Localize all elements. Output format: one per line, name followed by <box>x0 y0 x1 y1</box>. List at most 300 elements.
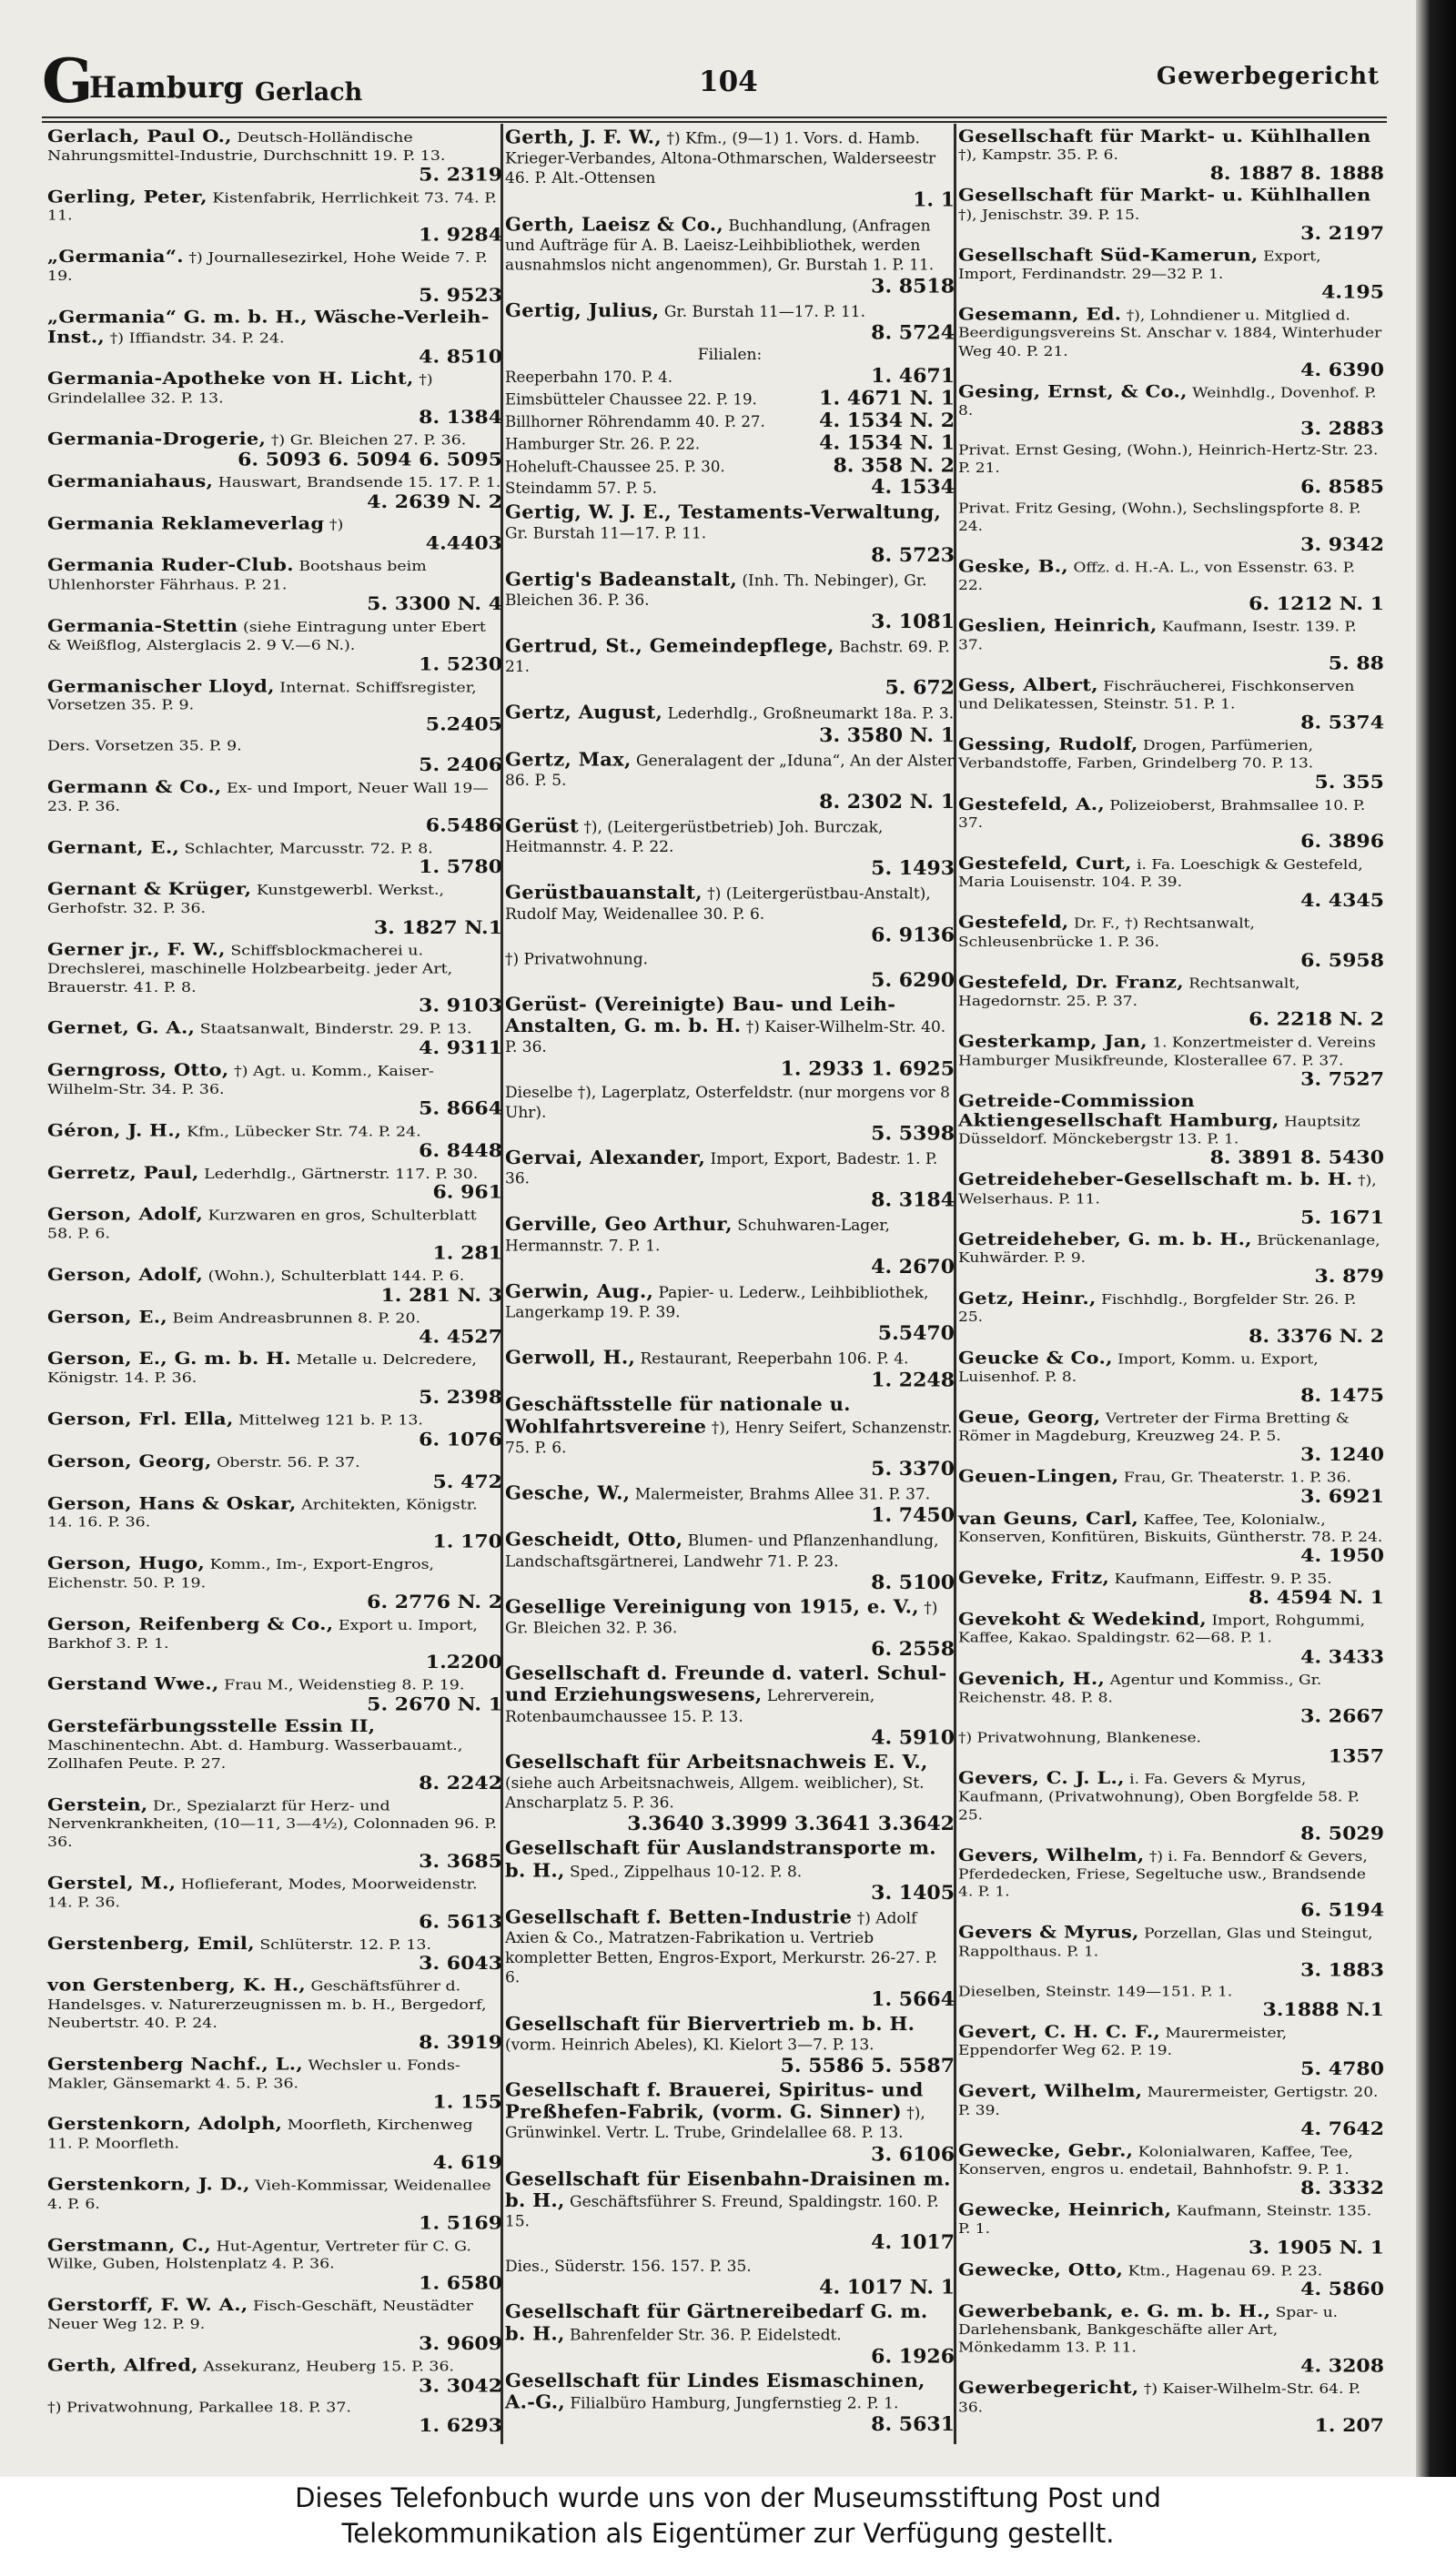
listing-detail: †) Kfm., (9—1) 1. Vors. d. Hamb. Krieger-Verbandes, Altona-Othmarschen, Walderseestr 46. P. Alt.-Ottensen <box>505 129 936 188</box>
listing-detail: Privat. Fritz Gesing, (Wohn.), Sechslingspforte 8. P. 24. <box>958 500 1361 535</box>
phone-number: 3.1888 N.1 <box>1262 1999 1384 2021</box>
listing-detail: Buchhandlung, (Anfragen und Aufträge für A. B. Laeisz-Leihbibliothek, werden ausnahmslos nicht angenommen), Gr. Burstah 1. P. 11. <box>505 217 935 275</box>
phone-number: 3.3640 3.3999 3.3641 3.3642 <box>627 1812 955 1836</box>
listing-entry <box>958 1569 1384 1607</box>
phone-number: 5. 355 <box>1314 772 1384 793</box>
listing-detail: Spar- u. Darlehensbank, Bankgeschäfte aller Art, Mönkedamm 13. P. 11. <box>958 2304 1339 2357</box>
listing-entry <box>505 300 955 499</box>
listing-entry <box>958 1349 1384 1405</box>
phone-number: 1. 1 <box>913 187 955 212</box>
listing-detail: †) Adolf Axien & Co., Matratzen-Fabrikation u. Vertrieb kompletter Betten, Engros-Export, Merkurstr. 26-27. P. 6. <box>505 1909 938 1987</box>
phone-number: 4. 3208 <box>1300 2356 1384 2378</box>
phone-number: 4. 9311 <box>419 1037 502 1059</box>
listing-name: Gevenich, H., <box>958 1668 1106 1689</box>
listing-entry <box>505 502 955 565</box>
listing-entry <box>505 1348 955 1390</box>
listing-name: van Geuns, Carl, <box>958 1507 1139 1528</box>
listing-entry <box>958 2302 1384 2376</box>
listing-entry <box>958 1729 1384 1766</box>
phone-number: 6.5486 <box>425 814 502 836</box>
listing-detail: Bachstr. 69. P. 21. <box>505 638 950 677</box>
listing-detail: Hoflieferant, Modes, Moorweidenstr. 14. P. 36. <box>47 1876 478 1911</box>
listing-name: Gewerbegericht, <box>958 2377 1139 2398</box>
branch-address: Eimsbütteler Chaussee 22. P. 19. <box>505 390 757 409</box>
listing-entry <box>505 1752 955 1834</box>
page-edge <box>1416 0 1456 2477</box>
listing-entry <box>958 1846 1384 1920</box>
listing-detail: Komm., Im-, Export-Engros, Eichenstr. 50. P. 19. <box>47 1557 435 1592</box>
phone-number: 1. 281 N. 3 <box>380 1284 502 1306</box>
phone-number: 6. 2218 N. 2 <box>1249 1009 1384 1031</box>
phone-number: 3. 3685 <box>419 1851 502 1873</box>
phone-number: 5. 472 <box>432 1471 502 1492</box>
branch-phone: 4. 1534 N. 1 <box>819 430 955 455</box>
phone-number: 8. 2302 N. 1 <box>819 790 955 814</box>
listing-detail: Dieselben, Steinstr. 149—151. P. 1. <box>958 1983 1233 2000</box>
listing-detail: Hauptsitz Düsseldorf. Mönckebergstr 13. P. 1. <box>958 1114 1360 1148</box>
listing-entry <box>505 1392 955 1481</box>
listing-name: Gevers, C. J. L., <box>958 1767 1125 1788</box>
phone-number: 8. 5100 <box>871 1571 955 1594</box>
listing-entry <box>505 1083 955 1144</box>
listing-detail: (siehe Eintragung unter Ebert & Weißflog, Alsterglacis 2. 9 V.—6 N.). <box>47 619 486 654</box>
phone-number: 4. 3433 <box>1300 1646 1384 1668</box>
listing-entry <box>47 1452 502 1491</box>
listing-name: Gestefeld, Dr. Franz, <box>958 971 1184 992</box>
phone-number: 3. 1240 <box>1300 1444 1384 1466</box>
listing-detail: Dieselbe †), Lagerplatz, Osterfeldstr. (nur morgens vor 8 Uhr). <box>505 1083 950 1122</box>
listing-entry <box>47 778 502 835</box>
listing-detail: (Inh. Th. Nebinger), Gr. Bleichen 36. P. 36. <box>505 571 927 610</box>
listing-detail: Rechtsanwalt, Hagedornstr. 25. P. 37. <box>958 975 1300 1010</box>
listing-detail: Architekten, Königstr. 14. 16. P. 36. <box>47 1497 478 1531</box>
listing-entry <box>958 500 1384 554</box>
header-range-start: Gerlach <box>255 78 363 106</box>
phone-number: 6. 8448 <box>419 1140 502 1161</box>
listing-detail: Metalle u. Delcredere, Königstr. 14. P. 36. <box>47 1352 477 1387</box>
header-city: Hamburg <box>89 70 244 105</box>
phone-number: 3. 3042 <box>419 2375 502 2397</box>
phone-number: 1. 7450 <box>871 1503 955 1528</box>
listing-entry <box>47 514 502 553</box>
listing-detail: †) Kaiser-Wilhelm-Str. 64. P. 36. <box>958 2381 1361 2416</box>
phone-number: 6. 2558 <box>871 1637 955 1661</box>
phone-number: 5. 8664 <box>419 1097 502 1119</box>
listing-name: Gerville, Geo Arthur, <box>505 1212 733 1236</box>
listing-name: Gerüst <box>505 814 579 837</box>
phone-number: 3. 1905 N. 1 <box>1249 2237 1384 2259</box>
listing-entry <box>505 2370 955 2435</box>
phone-number: 8. 3184 <box>871 1188 955 1212</box>
listing-entry <box>47 472 502 511</box>
listing-detail: Schuhwaren-Lager, Hermannstr. 7. P. 1. <box>505 1217 890 1256</box>
branch-row <box>505 386 955 410</box>
listing-detail: †), (Leitergerüstbetrieb) Joh. Burczak, Heitmannstr. 4. P. 22. <box>505 818 884 857</box>
listing-entry <box>47 838 502 877</box>
listing-name: Gewecke, Heinrich, <box>958 2199 1172 2220</box>
page-header <box>42 47 1389 120</box>
listing-detail: Fisch-Geschäft, Neustädter Neuer Weg 12. P. 9. <box>47 2299 473 2333</box>
listing-entry <box>958 2023 1384 2079</box>
listing-detail: Deutsch-Holländische Nahrungsmittel-Industrie, Durchschnitt 19. P. 13. <box>47 129 446 165</box>
listing-name: Gerson, E., G. m. b. H. <box>47 1348 292 1369</box>
listing-name: Getreideheber, G. m. b. H., <box>958 1228 1252 1249</box>
listing-name: Gevert, Wilhelm, <box>958 2080 1143 2101</box>
listing-entry <box>505 1212 955 1279</box>
phone-number: 3. 6106 <box>871 2142 955 2167</box>
column-1 <box>47 127 502 2439</box>
listing-name: Gesing, Ernst, & Co., <box>958 380 1188 401</box>
listing-name: Gess, Albert, <box>958 674 1098 695</box>
footer-notice <box>0 2477 1456 2557</box>
listing-entry <box>958 1769 1384 1843</box>
listing-name: Gernant, E., <box>47 836 180 857</box>
listing-detail: Bootshaus beim Uhlenhorster Fährhaus. P. 21. <box>47 559 427 593</box>
section-letter: G <box>42 45 94 116</box>
listing-entry <box>958 442 1384 497</box>
branch-phone: 1. 4671 N. 1 <box>819 386 955 410</box>
listing-name: Gerson, E., <box>47 1306 168 1327</box>
listing-entry <box>958 914 1384 970</box>
branches-label: Filialen: <box>697 346 763 365</box>
branch-row <box>505 364 955 389</box>
phone-number: 1. 5780 <box>419 857 502 878</box>
listing-entry <box>47 1935 502 1974</box>
listing-name: Gesellschaft f. Brauerei, Spiritus- und Preßhefen-Fabrik, (vorm. G. Sinner) <box>505 2077 924 2123</box>
phone-number: 8. 5374 <box>1300 713 1384 733</box>
listing-name: Gerson, Adolf, <box>47 1264 204 1285</box>
listing-detail: Internat. Schiffsregister, Vorsetzen 35. P. 9. <box>47 679 477 714</box>
listing-entry <box>47 2354 502 2397</box>
listing-name: Gesellschaft für Markt- u. Kühlhallen <box>958 185 1371 206</box>
listing-entry <box>505 992 955 1081</box>
phone-number: 1. 6580 <box>419 2273 502 2294</box>
phone-number: 5. 4780 <box>1300 2058 1384 2080</box>
listing-entry <box>958 306 1384 379</box>
phone-number: 8. 5631 <box>871 2412 955 2437</box>
listing-name: Geuen-Lingen, <box>958 1466 1119 1487</box>
branch-phone: 4. 1534 N. 2 <box>819 409 955 433</box>
listing-name: Gertig, Julius, <box>505 298 660 322</box>
listing-entry <box>47 880 502 937</box>
listing-entry <box>47 617 502 674</box>
listing-detail: Kfm., Lübecker Str. 74. P. 24. <box>187 1123 421 1140</box>
listing-name: Gescheidt, Otto, <box>505 1528 683 1551</box>
phone-number: 4. 4345 <box>1300 890 1384 912</box>
branch-address: Steindamm 57. P. 5. <box>505 480 657 498</box>
branch-phone: 8. 358 N. 2 <box>833 453 955 477</box>
listing-name: Géron, J. H., <box>47 1119 182 1140</box>
listing-name: „Germania“. <box>47 246 184 267</box>
listing-detail: Export, Import, Ferdinandstr. 29—32 P. 1. <box>958 248 1321 283</box>
listing-name: Gerstenkorn, J. D., <box>47 2174 250 2195</box>
listing-entry <box>958 380 1384 440</box>
listing-entry <box>47 2399 502 2436</box>
phone-number: 3. 1827 N.1 <box>373 917 502 939</box>
phone-number: 6. 1926 <box>871 2344 955 2369</box>
listing-entry <box>958 1033 1384 1089</box>
listing-detail: Staatsanwalt, Binderstr. 29. P. 13. <box>199 1021 472 1038</box>
listing-name: Gestefeld, Curt, <box>958 853 1132 874</box>
phone-number: 1. 5230 <box>419 653 502 675</box>
listing-entry <box>47 1350 502 1408</box>
listing-detail: †) Agt. u. Komm., Kaiser-Wilhelm-Str. 34. P. 36. <box>47 1063 434 1098</box>
listing-entry <box>47 2055 502 2112</box>
phone-number: 5. 88 <box>1328 652 1384 674</box>
listing-entry <box>958 1670 1384 1726</box>
listing-name: Gernant & Krüger, <box>47 878 252 899</box>
listing-name: Gesellschaft für Biervertrieb m. b. H. <box>505 2011 915 2035</box>
listing-entry <box>47 1161 502 1204</box>
listing-detail: Wechsler u. Fonds-Makler, Gänsemarkt 4. 5. P. 36. <box>47 2057 460 2092</box>
phone-number: 5. 2406 <box>419 754 502 776</box>
listing-detail: †) Gr. Bleichen 27. P. 36. <box>270 432 467 450</box>
listing-name: Gerüstbauanstalt, <box>505 881 703 904</box>
phone-number: 4. 4527 <box>419 1327 502 1349</box>
listing-detail: †) Privatwohnung. <box>505 950 648 969</box>
listing-detail: Schlüterstr. 12. P. 13. <box>259 1936 432 1954</box>
column-3 <box>958 127 1384 2439</box>
phone-number: 8. 3891 8. 5430 <box>1209 1147 1384 1169</box>
listing-name: Gerngross, Otto, <box>47 1059 229 1080</box>
listing-name: Gesellschaft d. Freunde d. vaterl. Schul- und Erziehungswesens, <box>505 1661 947 1706</box>
phone-number: 4. 5910 <box>871 1725 955 1750</box>
listing-name: Gesellige Vereinigung von 1915, e. V., <box>505 1594 919 1618</box>
listing-name: Gesellschaft für Lindes Eismaschinen, A.-G., <box>505 2369 925 2413</box>
listing-name: Gernet, G. A., <box>47 1017 196 1038</box>
listing-detail: Import, Export, Badestr. 1. P. 36. <box>505 1150 938 1188</box>
listing-name: Gerson, Reifenberg & Co., <box>47 1613 334 1634</box>
listing-name: Gerstorff, F. W. A., <box>47 2294 248 2315</box>
header-range-end: Gewerbegericht <box>1156 63 1380 90</box>
listing-name: Gerstein, <box>47 1794 148 1814</box>
listing-detail: 1. Konzertmeister d. Vereins Hamburger Musikfreunde, Klosterallee 67. P. 37. <box>958 1035 1376 1069</box>
listing-detail: Frau M., Weidenstieg 8. P. 19. <box>224 1677 465 1694</box>
listing-entry <box>47 1615 502 1673</box>
phone-number: 1. 170 <box>432 1531 502 1553</box>
listing-name: Getz, Heinr., <box>958 1288 1097 1309</box>
listing-name: Geue, Georg, <box>958 1406 1101 1427</box>
branch-address: Hoheluft-Chaussee 25. P. 30. <box>505 458 725 475</box>
listing-detail: Filialbüro Hamburg, Jungfernstieg 2. P. 1. <box>570 2394 899 2413</box>
listing-entry <box>505 2257 955 2299</box>
listing-entry <box>958 795 1384 852</box>
listing-entry <box>505 749 955 812</box>
listing-entry <box>958 1507 1384 1567</box>
phone-number: 5. 2670 N. 1 <box>367 1693 502 1715</box>
listing-entry <box>47 1494 502 1551</box>
listing-entry <box>47 187 502 245</box>
listing-detail: †), Grünwinkel. Vertr. L. Trube, Grindelallee 68. P. 13. <box>505 2104 925 2143</box>
phone-number: 6. 5194 <box>1300 1900 1384 1922</box>
listing-name: Gerstenberg, Emil, <box>47 1933 255 1954</box>
listing-name: Geschäftsstelle für nationale u. Wohlfahrtsvereine <box>505 1392 851 1438</box>
listing-name: Getreideheber-Gesellschaft m. b. H. <box>958 1168 1353 1189</box>
header-rule <box>42 116 1387 118</box>
phone-number: 4. 6390 <box>1300 359 1384 380</box>
listing-entry <box>47 2176 502 2233</box>
listing-detail: †) Grindelallee 32. P. 13. <box>47 372 433 407</box>
listing-name: Gesellschaft für Auslandstransporte m. b. H., <box>505 1836 936 1881</box>
listing-entry <box>47 1796 502 1872</box>
listing-name: Gerling, Peter, <box>47 186 207 207</box>
listing-detail: Mittelweg 121 b. P. 13. <box>238 1412 423 1430</box>
listing-entry <box>958 2377 1384 2437</box>
listing-detail: Geschäftsführer d. Handelsges. v. Naturerzeugnissen m. b. H., Bergedorf, Neubertstr. 40. P. 24. <box>47 1978 487 2032</box>
listing-name: Gertig, W. J. E., Testaments-Verwaltung, <box>505 500 942 523</box>
listing-entry <box>505 1838 955 1903</box>
listing-detail: Geschäftsführer S. Freund, Spaldingstr. 160. P. 15. <box>505 2192 939 2231</box>
phone-number: 1. 2248 <box>871 1369 955 1392</box>
branch-row <box>505 475 955 500</box>
phone-number: 4. 1017 N. 1 <box>819 2276 955 2299</box>
listing-detail: Kaufmann, Isestr. 139. P. 37. <box>958 619 1357 653</box>
branch-row <box>505 453 955 477</box>
listing-detail: Assekuranz, Heuberg 15. P. 36. <box>203 2359 455 2375</box>
listing-name: Gesellschaft für Gärtnereibedarf G. m. b. H., <box>505 2299 928 2345</box>
listing-detail: Sped., Zippelhaus 10-12. P. 8. <box>569 1863 803 1881</box>
listing-name: Gevekoht & Wedekind, <box>958 1609 1208 1629</box>
listing-entry <box>958 1924 1384 1980</box>
phone-number: 5. 5586 5. 5587 <box>780 2054 955 2077</box>
listing-detail: (Wohn.), Schulterblatt 144. P. 6. <box>207 1268 465 1285</box>
phone-number: 5. 3370 <box>871 1457 955 1481</box>
listing-detail: Privat. Ernst Gesing, (Wohn.), Heinrich-Hertz-Str. 23. P. 21. <box>958 442 1379 477</box>
phone-number: 5. 672 <box>885 676 955 701</box>
listing-detail: †) Privatwohnung, Parkallee 18. P. 37. <box>47 2399 351 2416</box>
listing-entry <box>47 1019 502 1058</box>
phone-number: 5.2405 <box>425 714 502 735</box>
listing-name: Gewerbebank, e. G. m. b. H., <box>958 2300 1271 2321</box>
phone-number: 6. 2776 N. 2 <box>367 1592 502 1613</box>
phone-number: 3. 3580 N. 1 <box>819 723 955 747</box>
phone-number: 8. 5029 <box>1300 1823 1384 1844</box>
phone-number: 1357 <box>1328 1745 1384 1767</box>
listing-name: Gerwoll, H., <box>505 1346 636 1369</box>
listing-name: Gervai, Alexander, <box>505 1146 706 1168</box>
listing-entry <box>958 1406 1384 1466</box>
listing-name: Gerth, J. F. W., <box>505 126 662 148</box>
phone-number: 8. 5724 <box>871 321 955 345</box>
listing-name: Gerstand Wwe., <box>47 1673 219 1694</box>
footer-line-1: Dieses Telefonbuch wurde uns von der Museumsstiftung Post und <box>295 2482 1161 2513</box>
listing-detail: Kaufmann, Eiffestr. 9. P. 35. <box>1114 1571 1332 1588</box>
listing-entry <box>47 1976 502 2052</box>
listing-detail: Agentur und Kommiss., Gr. Reichenstr. 48. P. 8. <box>958 1672 1322 1706</box>
listing-name: Gesellschaft für Markt- u. Kühlhallen <box>958 126 1371 147</box>
listing-entry <box>47 677 502 734</box>
listing-name: Gertrud, St., Gemeindepflege, <box>505 633 834 657</box>
phone-number: 8. 3332 <box>1300 2178 1384 2199</box>
phone-number: 3. 1883 <box>1300 1959 1384 1981</box>
listing-entry <box>505 633 955 701</box>
branch-address: Billhorner Röhrendamm 40. P. 27. <box>505 413 765 431</box>
listing-name: Gerson, Frl. Ella, <box>47 1409 234 1430</box>
listing-detail: Lederhdlg., Großneumarkt 18a. P. 3. <box>667 704 955 723</box>
listing-entry <box>958 2082 1384 2138</box>
listing-name: Gessing, Rudolf, <box>958 733 1138 754</box>
listing-entry <box>958 558 1384 614</box>
listing-entry <box>505 1530 955 1592</box>
phone-number: 6. 1076 <box>419 1429 502 1450</box>
branch-address: Reeperbahn 170. P. 4. <box>505 369 673 387</box>
phone-number: 1. 281 <box>432 1242 502 1264</box>
listing-detail: †), Jenischstr. 39. P. 15. <box>958 207 1140 223</box>
listing-entry <box>958 971 1384 1031</box>
listing-name: von Gerstenberg, K. H., <box>47 1975 306 1996</box>
listing-name: Germaniahaus, <box>47 470 214 491</box>
phone-number: 5.5470 <box>877 1321 955 1346</box>
page-number: 104 <box>699 66 758 98</box>
listing-detail: Vieh-Kommissar, Weidenallee 4. P. 6. <box>47 2178 491 2213</box>
phone-number: 5. 5398 <box>871 1121 955 1146</box>
listing-detail: †), Henry Seifert, Schanzenstr. 75. P. 6. <box>505 1419 953 1458</box>
phone-number: 6. 3896 <box>1300 831 1384 853</box>
listing-entry <box>505 949 955 991</box>
phone-number: 1. 155 <box>432 2092 502 2114</box>
listing-name: „Germania“ G. m. b. H., Wäsche-Verleih-Inst., <box>47 306 490 347</box>
listing-detail: Maurermeister, Eppendorfer Weg 62. P. 19. <box>958 2025 1288 2059</box>
listing-entry <box>47 554 502 615</box>
listing-detail: Dr., Spezialarzt für Herz- und Nervenkrankheiten, (10—11, 3—4½), Colonnaden 96. P. 36. <box>47 1798 498 1851</box>
footer-line-2: Telekommunikation als Eigentümer zur Verfügung gestellt. <box>341 2518 1115 2549</box>
listing-name: Gertig's Badeanstalt, <box>505 567 737 591</box>
phone-number: 5. 3300 N. 4 <box>367 593 502 615</box>
phone-number: 3. 2667 <box>1300 1705 1384 1727</box>
listing-entry <box>958 854 1384 911</box>
listing-name: Gerüst- (Vereinigte) Bau- und Leih-Anstalten, G. m. b. H. <box>505 992 896 1037</box>
listing-name: Gestefeld, A., <box>958 793 1105 814</box>
listing-detail: Schiffsblockmacherei u. Drechslerei, maschinelle Holzbearbeitg. jeder Art, Brauerstr. 41. P. 8. <box>47 943 453 996</box>
listing-detail: Ktm., Hagenau 69. P. 23. <box>1127 2262 1323 2279</box>
phone-number: 8. 4594 N. 1 <box>1249 1587 1384 1609</box>
listing-entry <box>505 1147 955 1210</box>
listing-entry <box>958 244 1384 304</box>
phone-number: 3. 7527 <box>1300 1068 1384 1090</box>
phone-number: 8. 1475 <box>1300 1385 1384 1407</box>
listing-name: Geucke & Co., <box>958 1347 1113 1368</box>
listing-name: Gertz, August, <box>505 701 663 723</box>
listing-detail: Malermeister, Brahms Allee 31. P. 37. <box>634 1485 931 1504</box>
listing-detail: Drogen, Parfümerien, Verbandstoffe, Farben, Grindelberg 70. P. 13. <box>958 738 1314 773</box>
phone-number: 5. 6290 <box>871 968 955 992</box>
listing-name: Germania-Drogerie, <box>47 429 267 450</box>
phone-number: 3. 9103 <box>419 996 502 1017</box>
listing-detail: Kistenfabrik, Herrlichkeit 73. 74. P. 11. <box>47 189 497 225</box>
phone-number: 4.195 <box>1321 282 1384 304</box>
listing-entry <box>958 733 1384 793</box>
phone-number: 5. 2319 <box>419 164 502 186</box>
phone-number: 5. 2398 <box>419 1387 502 1409</box>
listing-entry <box>47 430 502 470</box>
listing-name: Germann & Co., <box>47 776 222 797</box>
listing-entry <box>505 2299 955 2369</box>
listing-detail: Kaffee, Tee, Kolonialw., Konserven, Konfitüren, Biskuits, Güntherstr. 78. P. 24. <box>958 1511 1383 1546</box>
listing-detail: Hut-Agentur, Vertreter für C. G. Wilke, Guben, Holstenplatz 4. P. 36. <box>47 2238 471 2273</box>
listing-entry <box>505 1907 955 2010</box>
phone-number: 1. 2933 1. 6925 <box>780 1056 955 1081</box>
listing-detail: Lederhdlg., Gärtnerstr. 117. P. 30. <box>204 1166 479 1182</box>
listing-entry <box>958 2260 1384 2299</box>
phone-number: 4. 5860 <box>1300 2279 1384 2300</box>
listing-name: Gesellschaft für Arbeitsnachweis E. V., <box>505 1750 928 1773</box>
phone-number: 3. 1405 <box>871 1880 955 1905</box>
listing-entry <box>47 737 502 774</box>
listing-detail: Ex- und Import, Neuer Wall 19—23. P. 36. <box>47 780 489 815</box>
listing-name: Gesche, W., <box>505 1481 631 1504</box>
listing-detail: Generalagent der „Iduna“, An der Alster 86. P. 5. <box>505 752 955 790</box>
listing-detail: Import, Rohgummi, Kaffee, Kakao. Spaldingstr. 62—68. P. 1. <box>958 1612 1366 1647</box>
